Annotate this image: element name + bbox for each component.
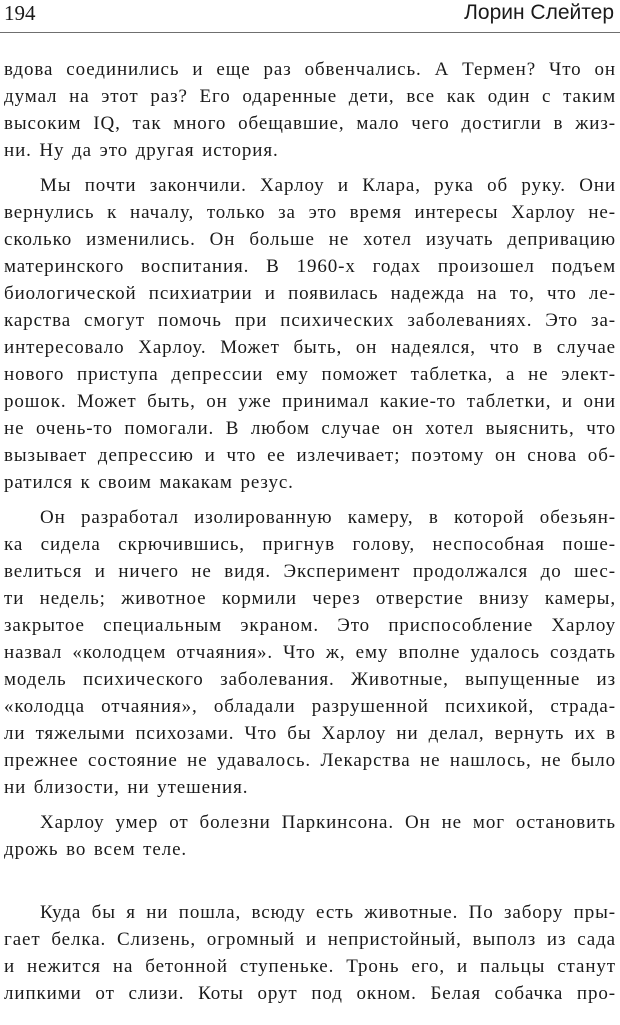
text-line: думал на этот раз? Его одаренные дети, все как один с таким [4, 86, 616, 107]
text-line: не очень-то помогали. В любом случае он хотел выяснить, что [4, 418, 616, 439]
text-line: материнского воспитания. В 1960-х годах произошел подъем [4, 256, 616, 277]
text-line: назвал «колодцем отчаяния». Что ж, ему вполне удалось создать [4, 642, 616, 663]
text-line: вызывает депрессию и что ее излечивает; поэтому он снова об- [4, 445, 616, 466]
paragraph-3 [4, 504, 616, 801]
text-line: рошок. Может быть, он уже принимал какие-то таблетки, и они [4, 391, 616, 412]
text-line: закрытое специальным экраном. Это приспособление Харлоу [4, 615, 616, 636]
text-line: Мы почти закончили. Харлоу и Клара, рука об руку. Они [40, 175, 616, 196]
text-line: дрожь во всем теле. [4, 839, 188, 860]
text-line: ли тяжелыми психозами. Что бы Харлоу ни делал, вернуть их в [4, 723, 616, 744]
paragraph-2 [4, 172, 616, 496]
text-line: Куда бы я ни пошла, всюду есть животные. По забору пры- [40, 902, 616, 923]
text-line: ни. Ну да это другая история. [4, 140, 279, 161]
running-head-author: Лорин Слейтер [464, 1, 614, 24]
text-line: интересовало Харлоу. Может быть, он надеялся, что в случае [4, 337, 616, 358]
paragraph-4 [4, 809, 616, 863]
text-line: биологической психиатрии и появилась надежда на то, что ле- [4, 283, 616, 304]
body-text [4, 56, 616, 1007]
page-number: 194 [4, 1, 36, 25]
text-line: вернулись к началу, только за это время интересы Харлоу не- [4, 202, 616, 223]
text-line: Он разработал изолированную камеру, в которой обезьян- [40, 507, 616, 528]
text-line: ни близости, ни утешения. [4, 777, 249, 798]
page-header [0, 0, 620, 34]
text-line: сколько изменились. Он больше не хотел изучать депривацию [4, 229, 616, 250]
text-line: высоким IQ, так много обещавшие, мало чего достигли в жиз- [4, 113, 616, 134]
text-line: велиться и ничего не видя. Эксперимент продолжался до шес- [4, 561, 616, 582]
text-line: гает белка. Слизень, огромный и непристойный, выполз из сада [4, 929, 616, 950]
text-line: прежнее состояние не удавалось. Лекарства не нашлось, не было [4, 750, 616, 771]
text-line: «колодца отчаяния», обладали разрушенной психикой, страда- [4, 696, 616, 717]
paragraph-5 [4, 899, 616, 1007]
text-line: и нежится на бетонной ступеньке. Тронь его, и пальцы станут [4, 956, 616, 977]
paragraph-1 [4, 56, 616, 164]
text-line: липкими от слизи. Коты орут под окном. Белая собачка про- [4, 983, 616, 1004]
text-line: модель психического заболевания. Животные, выпущенные из [4, 669, 616, 690]
text-line: ратился к своим макакам резус. [4, 472, 294, 493]
text-line: вдова соединились и еще раз обвенчались. А Термен? Что он [4, 59, 616, 80]
text-line: ти недель; животное кормили через отверстие внизу камеры, [4, 588, 616, 609]
text-line: Харлоу умер от болезни Паркинсона. Он не мог остановить [40, 812, 616, 833]
text-line: нового приступа депрессии ему поможет таблетка, а не элект- [4, 364, 616, 385]
header-rule [0, 32, 620, 33]
text-line: карства смогут помочь при психических заболеваниях. Это за- [4, 310, 616, 331]
text-line: ка сидела скрючившись, пригнув голову, неспособная поше- [4, 534, 616, 555]
